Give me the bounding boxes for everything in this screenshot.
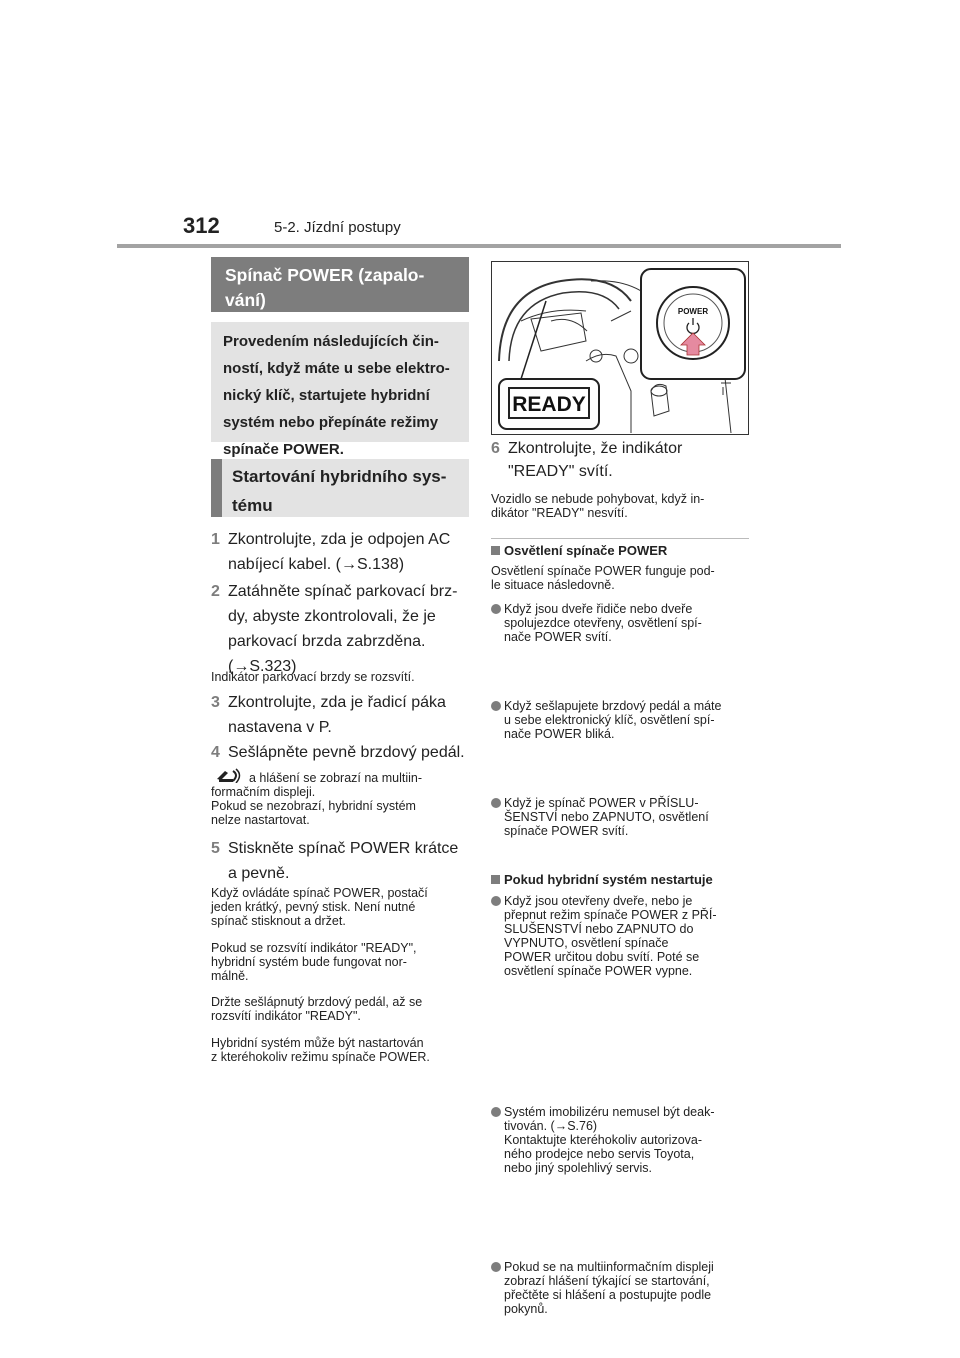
section-box-title [211, 257, 469, 312]
bullet-line: SLUŠENSTVÍ nebo ZAPNUTO do [504, 922, 694, 936]
power-button-label: POWER [677, 307, 709, 316]
note-line: rozsvítí indikátor "READY". [211, 1009, 361, 1023]
note-line: hybridní systém bude fungovat nor- [211, 955, 407, 969]
bullet-dot-icon [491, 604, 501, 614]
note-line: Když ovládáte spínač POWER, postačí [211, 886, 428, 900]
bullet-line: nebo jiný spolehlivý servis. [504, 1161, 652, 1175]
box-title-line-1: Spínač POWER (zapalo- [225, 265, 425, 285]
box-title-line-2: vání) [225, 290, 266, 310]
bullet-line: ného prodejce nebo servis Toyota, [504, 1147, 695, 1161]
step-number: 6 [491, 440, 500, 457]
list-item [491, 796, 766, 838]
intro-box [211, 322, 469, 458]
note-line: málně. [211, 969, 249, 983]
note-line: dikátor "READY" nesvítí. [491, 506, 628, 520]
note-any-mode [211, 1036, 473, 1064]
step-text: dy, abyste zkontrolovali, že je [228, 608, 436, 625]
bullet-dot-icon [491, 701, 501, 711]
note-parking-brake: Indikátor parkovací brzdy se rozsvítí. [211, 670, 415, 684]
step-number: 1 [211, 531, 220, 548]
bullet-line: Když jsou dveře řidiče nebo dveře [504, 602, 693, 616]
intro-line: systém nebo přepínáte režimy [223, 414, 439, 431]
step-text: Zkontrolujte, že indikátor [508, 440, 683, 457]
heading-text: Osvětlení spínače POWER [504, 543, 668, 558]
note-line: z kteréhokoliv režimu spínače POWER. [211, 1050, 430, 1064]
bullet-line: osvětlení spínače POWER vypne. [504, 964, 693, 978]
square-bullet-icon [491, 546, 500, 555]
heading-text: Pokud hybridní systém nestartuje [504, 872, 713, 887]
bullet-dot-icon [491, 798, 501, 808]
bullet-dot-icon [491, 896, 501, 906]
page-number: 312 [183, 213, 220, 238]
bullet-dot-icon [491, 1262, 501, 1272]
note-line: spínač stisknout a držet. [211, 914, 346, 928]
bullet-line: pokynů. [504, 1302, 548, 1316]
list-item [491, 1260, 766, 1316]
intro-line: ností, když máte u sebe elektro- [223, 360, 450, 377]
note-line: Vozidlo se nebude pohybovat, když in- [491, 492, 705, 506]
heading-not-start [491, 872, 713, 887]
note-line: jeden krátký, pevný stisk. Není nutné [211, 900, 416, 914]
step-text: parkovací brzda zabrzděna. [228, 633, 426, 650]
step-text: Stiskněte spínač POWER krátce [228, 840, 459, 857]
bullet-line: Když je spínač POWER v PŘÍSLU- [504, 796, 699, 810]
bullet-line: Když jsou otevřeny dveře, nebo je [504, 894, 693, 908]
step-text: nastavena v P. [228, 719, 332, 736]
note-line: formačním displeji. [211, 785, 316, 799]
intro-line: nický klíč, startujete hybridní [223, 387, 430, 404]
bullet-line: spínače POWER svítí. [504, 824, 629, 838]
bullet-line: Pokud se na multiinformačním displeji [504, 1260, 714, 1274]
bullet-line: spolujezdce otevřeny, osvětlení spí- [504, 616, 702, 630]
bullet-dot-icon [491, 1107, 501, 1117]
subhead-line-2: tému [232, 496, 273, 515]
bullet-line: Když sešlapujete brzdový pedál a máte [504, 699, 722, 713]
note-line: Osvětlení spínače POWER funguje pod- [491, 564, 715, 578]
step-1 [211, 527, 473, 577]
step-number: 3 [211, 694, 220, 711]
note-line: le situace následovně. [491, 578, 615, 592]
note-line: nelze nastartovat. [211, 813, 310, 827]
bullet-link[interactable]: tivován. (→S.76) [504, 1119, 598, 1133]
list-item [491, 1105, 766, 1175]
step-link[interactable]: (→S.323) [228, 658, 297, 675]
bullet-line: POWER určitou dobu svítí. Poté se [504, 950, 700, 964]
step-number: 4 [211, 744, 220, 761]
note-power-press [211, 886, 473, 928]
step-4 [211, 740, 473, 765]
step-text: Sešlápněte pevně brzdový pedál. [228, 744, 465, 761]
bullet-line: Systém imobilizéru nemusel být deak- [504, 1105, 715, 1119]
list-item [491, 699, 766, 741]
note-line: Držte sešlápnutý brzdový pedál, až se [211, 995, 423, 1009]
note-ready [211, 941, 473, 983]
step-number: 5 [211, 840, 220, 857]
section-title: 5-2. Jízdní postupy [274, 219, 401, 236]
step-text: Zkontrolujte, zda je odpojen AC [228, 531, 451, 548]
bullet-line: Kontaktujte kteréhokoliv autorizova- [504, 1133, 703, 1147]
dashboard-illustration [491, 261, 749, 435]
step-3 [211, 690, 473, 740]
step-text: nabíjecí kabel. (→S.138) [228, 556, 405, 573]
bullet-line: nače POWER svítí. [504, 630, 612, 644]
step-6 [491, 437, 753, 483]
note-line: a hlášení se zobrazí na multiin- [249, 771, 423, 785]
step-text: Zkontrolujte, zda je řadicí páka [228, 694, 446, 711]
bullet-line: u sebe elektronický klíč, osvětlení spí- [504, 713, 715, 727]
step-number: 2 [211, 583, 220, 600]
step-text: Zatáhněte spínač parkovací brz- [228, 583, 458, 600]
list-item [491, 894, 766, 978]
note-brake [211, 771, 473, 827]
power-light-intro [491, 564, 753, 592]
list-item [491, 602, 766, 644]
step-2 [211, 579, 473, 679]
header-rule [117, 244, 841, 248]
heading-power-light [491, 543, 667, 558]
note-line: Pokud se nezobrazí, hybridní systém [211, 799, 416, 813]
step-text: a pevně. [228, 865, 290, 882]
subsection-heading [211, 459, 469, 517]
note-vehicle-move [491, 492, 753, 520]
intro-line: Provedením následujících čin- [223, 333, 439, 350]
bullet-line: přepnut režim spínače POWER z PŘÍ- [504, 908, 717, 922]
step-text: "READY" svítí. [508, 463, 613, 480]
bullet-line: nače POWER bliká. [504, 727, 615, 741]
square-bullet-icon [491, 875, 500, 884]
bullet-line: zobrazí hlášení týkající se startování, [504, 1274, 710, 1288]
ready-indicator-label: READY [512, 393, 586, 416]
note-line: Hybridní systém může být nastartován [211, 1036, 424, 1050]
intro-line: spínače POWER. [223, 441, 344, 458]
divider [491, 538, 749, 539]
step-5 [211, 836, 473, 886]
note-hold-brake [211, 995, 473, 1023]
note-line: Pokud se rozsvítí indikátor "READY", [211, 941, 417, 955]
bullet-line: VYPNUTO, osvětlení spínače [504, 936, 669, 950]
bullet-line: přečtěte si hlášení a postupujte podle [504, 1288, 712, 1302]
subhead-line-1: Startování hybridního sys- [232, 467, 447, 486]
bullet-line: ŠENSTVÍ nebo ZAPNUTO, osvětlení [504, 810, 709, 824]
